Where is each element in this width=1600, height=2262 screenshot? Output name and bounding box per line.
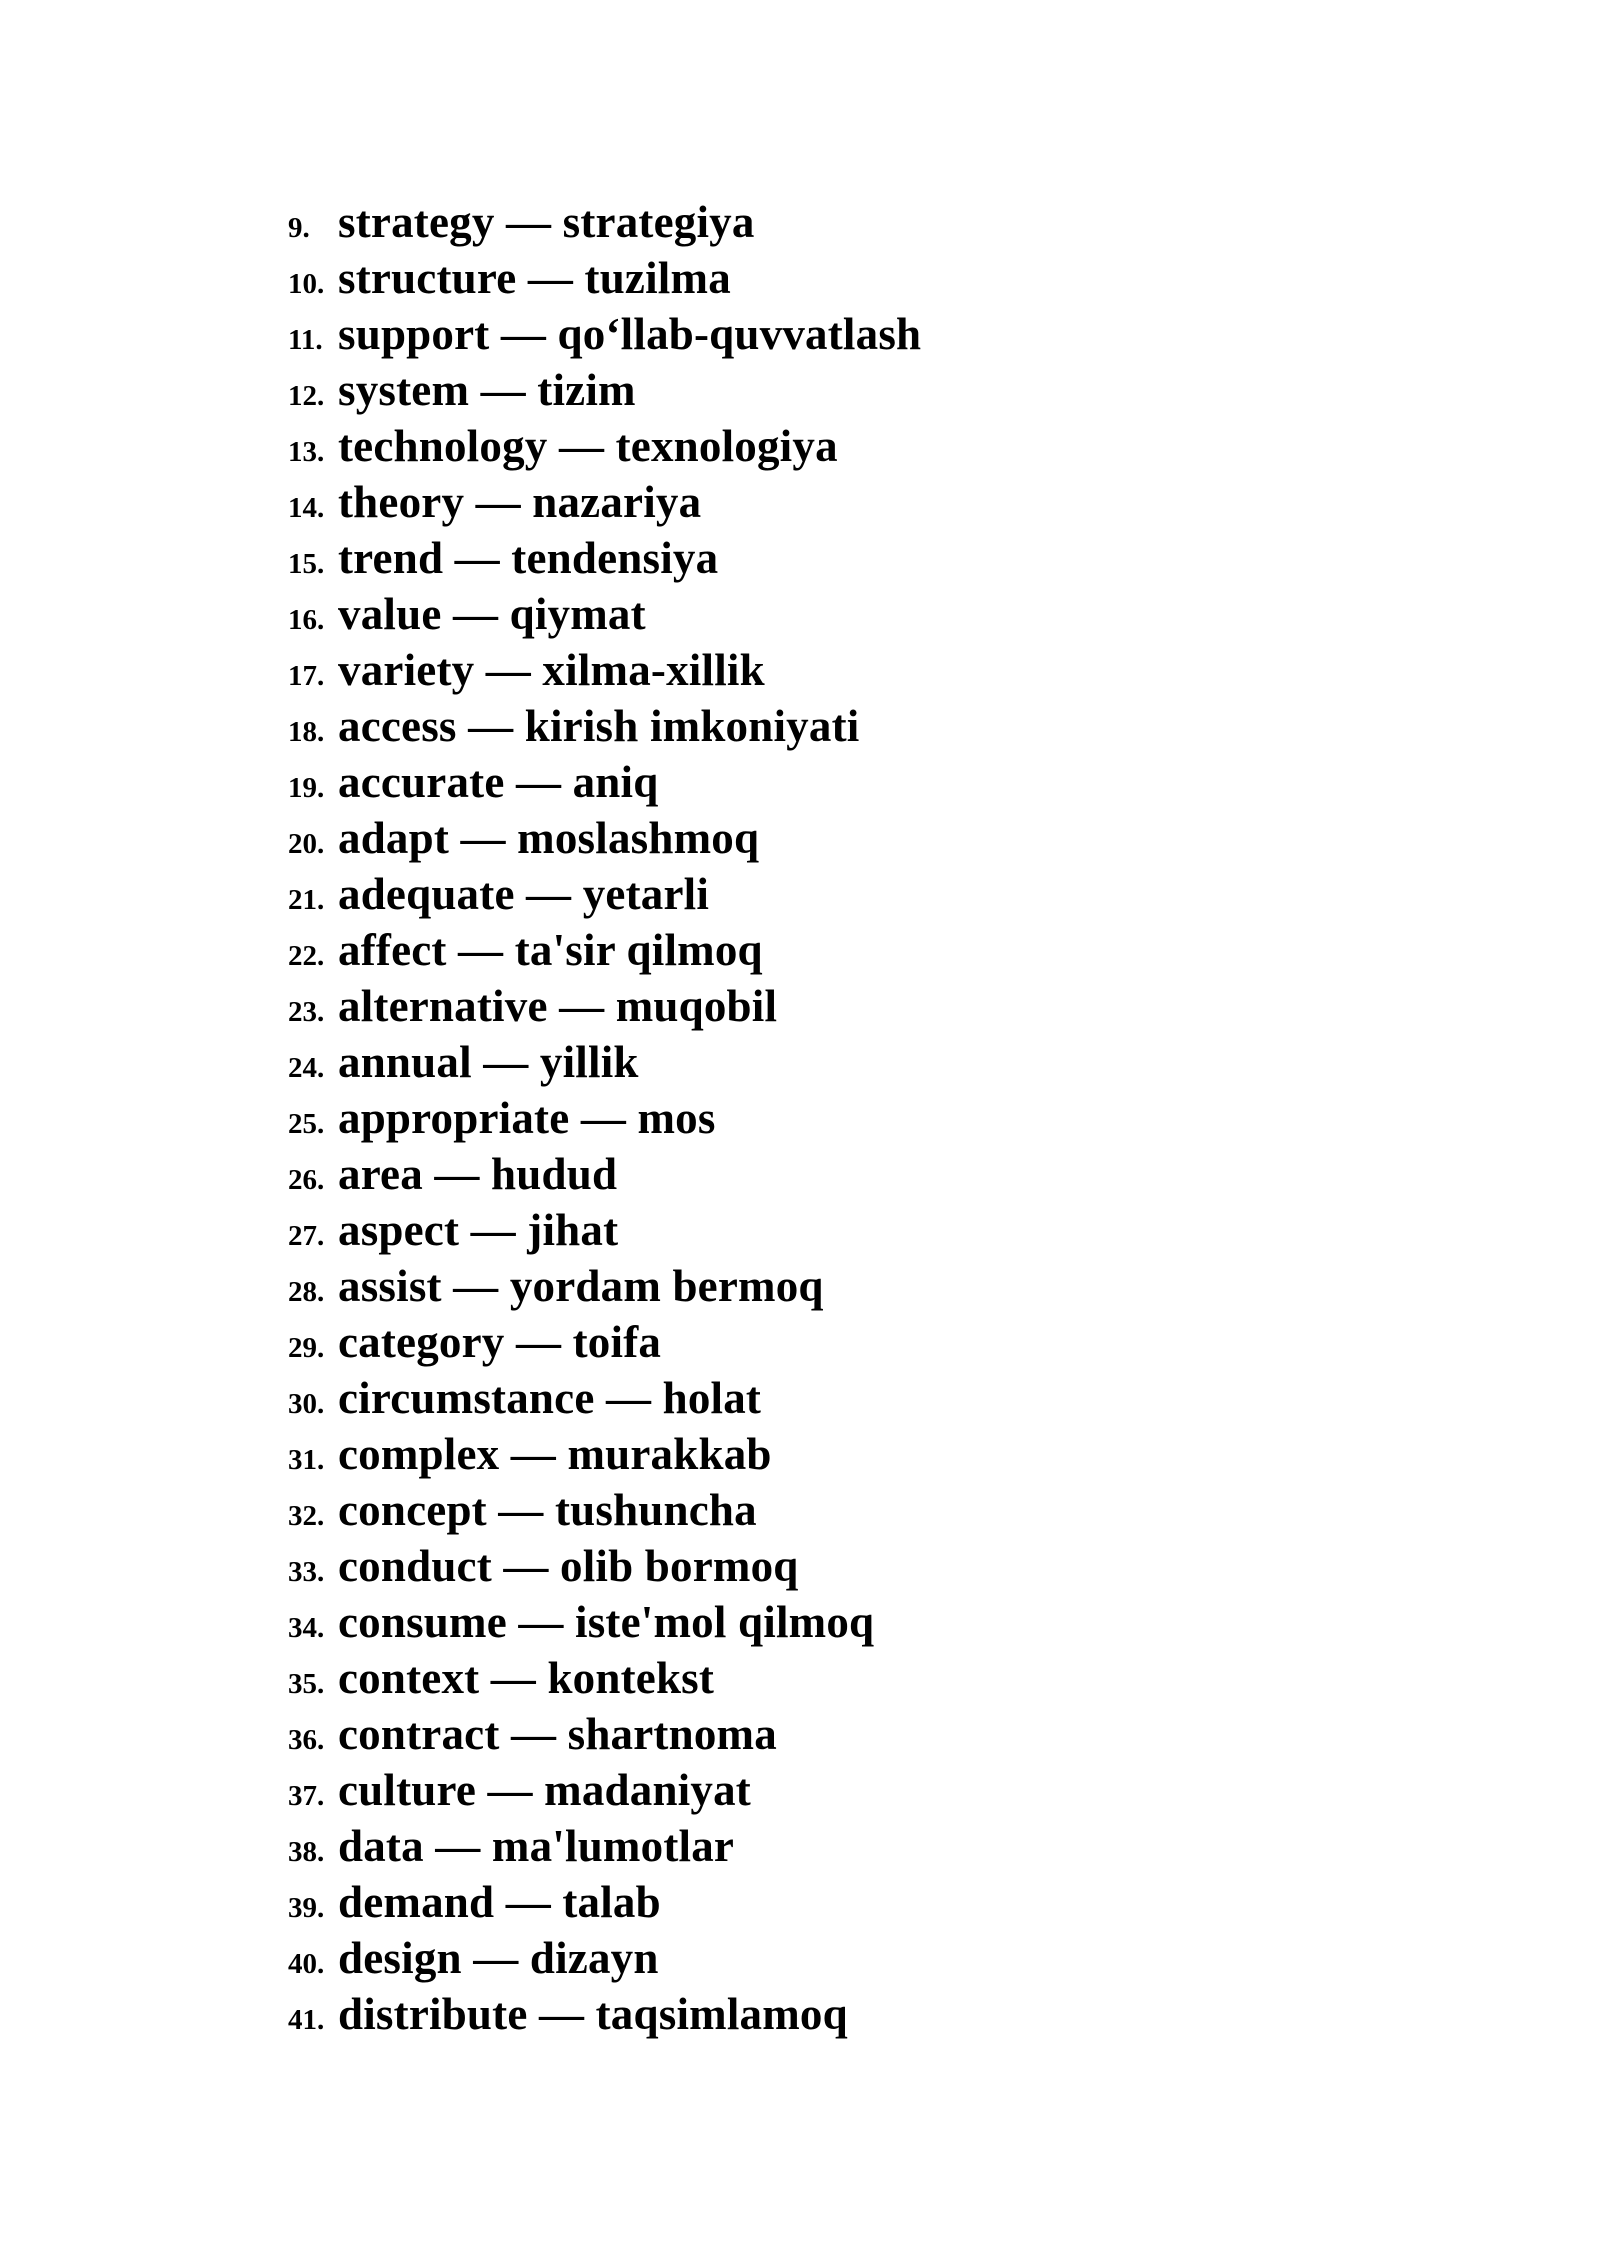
entry-text: distribute — taqsimlamoq — [338, 1989, 848, 2039]
entry-number: 23. — [288, 996, 325, 1028]
list-item — [288, 980, 921, 1036]
entry-number: 30. — [288, 1388, 325, 1420]
list-item — [288, 1708, 921, 1764]
entry-number: 15. — [288, 548, 325, 580]
list-item — [288, 364, 921, 420]
list-item — [288, 1372, 921, 1428]
entry-number: 31. — [288, 1444, 325, 1476]
entry-number: 32. — [288, 1500, 325, 1532]
list-item — [288, 252, 921, 308]
entry-text: consume — iste'mol qilmoq — [338, 1597, 875, 1647]
entry-text: accurate — aniq — [338, 757, 659, 807]
list-item — [288, 1932, 921, 1988]
entry-number: 35. — [288, 1668, 325, 1700]
entry-number: 13. — [288, 436, 325, 468]
entry-number: 41. — [288, 2004, 325, 2036]
entry-text: category — toifa — [338, 1317, 662, 1367]
list-item — [288, 1316, 921, 1372]
list-item — [288, 1988, 921, 2044]
list-item — [288, 1540, 921, 1596]
entry-text: demand — talab — [338, 1877, 661, 1927]
list-item — [288, 1484, 921, 1540]
list-item — [288, 1652, 921, 1708]
entry-text: area — hudud — [338, 1149, 618, 1199]
list-item — [288, 308, 921, 364]
list-item — [288, 868, 921, 924]
list-item — [288, 420, 921, 476]
entry-text: trend — tendensiya — [338, 533, 719, 583]
entry-text: structure — tuzilma — [338, 253, 731, 303]
entry-text: contract — shartnoma — [338, 1709, 777, 1759]
entry-number: 9. — [288, 212, 310, 244]
entry-text: theory — nazariya — [338, 477, 702, 527]
entry-text: affect — ta'sir qilmoq — [338, 925, 763, 975]
entry-text: aspect — jihat — [338, 1205, 619, 1255]
entry-text: annual — yillik — [338, 1037, 639, 1087]
entry-number: 17. — [288, 660, 325, 692]
entry-text: strategy — strategiya — [338, 197, 755, 247]
entry-number: 29. — [288, 1332, 325, 1364]
entry-number: 14. — [288, 492, 325, 524]
list-item — [288, 700, 921, 756]
entry-text: technology — texnologiya — [338, 421, 838, 471]
entry-number: 16. — [288, 604, 325, 636]
entry-number: 38. — [288, 1836, 325, 1868]
entry-text: complex — murakkab — [338, 1429, 772, 1479]
entry-text: adequate — yetarli — [338, 869, 710, 919]
entry-text: value — qiymat — [338, 589, 646, 639]
entry-number: 21. — [288, 884, 325, 916]
list-item — [288, 532, 921, 588]
entry-number: 20. — [288, 828, 325, 860]
entry-number: 27. — [288, 1220, 325, 1252]
entry-number: 33. — [288, 1556, 325, 1588]
entry-text: circumstance — holat — [338, 1373, 762, 1423]
entry-number: 26. — [288, 1164, 325, 1196]
entry-number: 19. — [288, 772, 325, 804]
entry-text: context — kontekst — [338, 1653, 715, 1703]
entry-number: 37. — [288, 1780, 325, 1812]
entry-text: assist — yordam bermoq — [338, 1261, 824, 1311]
entry-number: 24. — [288, 1052, 325, 1084]
list-item — [288, 756, 921, 812]
entry-number: 10. — [288, 268, 325, 300]
entry-text: adapt — moslashmoq — [338, 813, 760, 863]
entry-text: appropriate — mos — [338, 1093, 716, 1143]
list-item — [288, 812, 921, 868]
entry-number: 36. — [288, 1724, 325, 1756]
list-item — [288, 196, 921, 252]
entry-text: alternative — muqobil — [338, 981, 778, 1031]
entry-number: 39. — [288, 1892, 325, 1924]
list-item — [288, 1764, 921, 1820]
entry-text: data — ma'lumotlar — [338, 1821, 735, 1871]
list-item — [288, 1204, 921, 1260]
entry-number: 12. — [288, 380, 325, 412]
list-item — [288, 1820, 921, 1876]
list-item — [288, 1876, 921, 1932]
list-item — [288, 476, 921, 532]
entry-text: variety — xilma-xillik — [338, 645, 765, 695]
entry-text: culture — madaniyat — [338, 1765, 751, 1815]
list-item — [288, 1596, 921, 1652]
entry-number: 25. — [288, 1108, 325, 1140]
entry-number: 18. — [288, 716, 325, 748]
entry-text: support — qo‘llab-quvvatlash — [338, 309, 922, 359]
list-item — [288, 1260, 921, 1316]
entry-number: 34. — [288, 1612, 325, 1644]
entry-number: 28. — [288, 1276, 325, 1308]
entry-text: access — kirish imkoniyati — [338, 701, 860, 751]
entry-number: 11. — [288, 324, 323, 356]
entry-text: concept — tushuncha — [338, 1485, 757, 1535]
list-item — [288, 1148, 921, 1204]
entry-text: design — dizayn — [338, 1933, 659, 1983]
entry-number: 40. — [288, 1948, 325, 1980]
vocabulary-list — [288, 196, 921, 2044]
list-item — [288, 1428, 921, 1484]
entry-number: 22. — [288, 940, 325, 972]
entry-text: system — tizim — [338, 365, 636, 415]
list-item — [288, 644, 921, 700]
entry-text: conduct — olib bormoq — [338, 1541, 799, 1591]
list-item — [288, 588, 921, 644]
list-item — [288, 924, 921, 980]
list-item — [288, 1036, 921, 1092]
list-item — [288, 1092, 921, 1148]
